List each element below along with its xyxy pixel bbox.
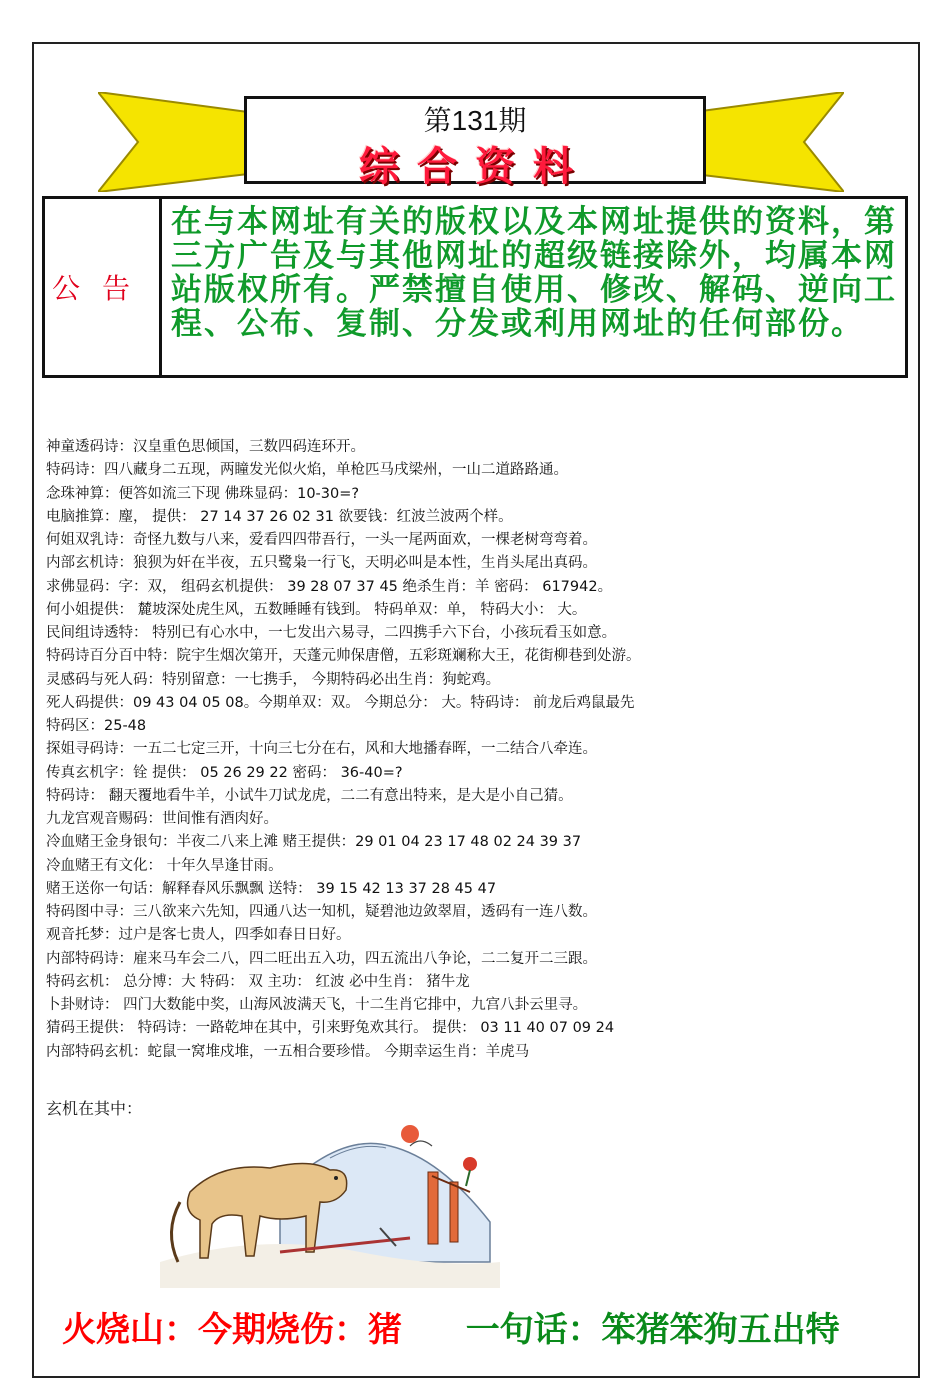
huoshaoshan-text: 火烧山：今期烧伤：猪	[62, 1310, 402, 1350]
list-item: 特码诗：四八藏身二五现，两瞳发光似火焰，单枪匹马戌梁州，一山二道路路通。	[46, 462, 568, 479]
list-item: 冷血赌王金身银句：半夜二八来上滩 赌王提供：29 01 04 23 17 48 02 24 39 37	[46, 834, 582, 851]
list-item: 求佛显码：字：双， 组码玄机提供： 39 28 07 37 45 绝杀生肖：羊 密码： 617942。	[46, 578, 613, 595]
notice-text: 在与本网址有关的版权以及本网址提供的资料，第三方广告及与其他网址的超级链接除外，均属本网站版权所有。严禁擅自使用、修改、解码、逆向工程、公布、复制、分发或利用网址的任何部份。	[171, 204, 897, 342]
list-item: 死人码提供：09 43 04 05 08。今期单双：双。 今期总分： 大。特码诗： 前龙后鸡鼠最先	[46, 694, 635, 711]
list-item: 赌王送你一句话：解释春风乐飘飘 送特： 39 15 42 13 37 28 45 47	[46, 880, 497, 897]
list-item: 灵感码与死人码：特别留意：一七携手， 今期特码必出生肖：狗蛇鸡。	[46, 671, 501, 688]
list-item: 观音托梦：过户是客七贵人，四季如春日日好。	[46, 927, 351, 944]
list-item: 九龙宫观音赐码：世间惟有酒肉好。	[46, 811, 278, 827]
list-item: 电脑推算：麈， 提供： 27 14 37 26 02 31 欲要钱：红波兰波两个样。	[46, 508, 513, 525]
list-item: 特码玄机： 总分博：大 特码： 双 主功： 红波 必中生肖： 猪牛龙	[46, 973, 470, 990]
list-item: 民间组诗透特： 特别已有心水中，一七发出六易寻，二四携手六下台，小孩玩看玉如意。	[46, 625, 617, 641]
list-item: 特码图中寻：三八欲来六先知，四通八达一知机，疑碧池边敛翠眉，透码有一连八数。	[46, 904, 597, 920]
issue-number: 第131期	[423, 105, 527, 136]
footer-banner	[62, 1302, 862, 1352]
yijuhua-text: 一句话：笨猪笨狗五出特	[465, 1310, 840, 1350]
list-item: 神童透码诗：汉皇重色思倾国，三数四码连环开。	[46, 439, 365, 455]
title-box	[244, 96, 706, 190]
page-title: 综合资料	[359, 143, 591, 190]
flower-icon	[463, 1157, 477, 1171]
list-item: 何小姐提供： 麓坡深处虎生风，五数睡睡有钱到。 特码单双：单， 特码大小： 大。	[46, 601, 587, 618]
notice-label: 公告	[45, 199, 162, 375]
list-item: 内部玄机诗：狼狈为奸在半夜，五只鹭枭一行飞，天明必叫是本性，生肖头尾出真码。	[46, 555, 597, 572]
list-item: 特码诗百分百中特：院宇生烟次第开，天蓬元帅保唐僧，五彩斑斓称大王，花街柳巷到处游。	[46, 648, 641, 665]
list-item: 内部特码玄机：蛇鼠一窝堆戍堆，一五相合要珍惜。 今期幸运生肖：羊虎马	[46, 1043, 530, 1060]
list-item: 传真玄机字：铨 提供： 05 26 29 22 密码： 36-40=?	[46, 764, 403, 781]
list-item: 何姐双乳诗：奇怪九数与八来，爱看四四带吾行，一头一尾两面欢，一棵老树弯弯着。	[46, 532, 597, 548]
ribbon-left-icon	[98, 92, 248, 192]
ribbon-right-icon	[694, 92, 844, 192]
list-item: 内部特码诗：雇来马车会二八，四二旺出五入功，四五流出八争论，二二复开二三跟。	[46, 950, 597, 967]
list-item: 冷血赌王有文化： 十年久旱逢甘雨。	[46, 857, 283, 874]
header-banner	[98, 92, 844, 192]
list-item: 特码区：25-48	[46, 718, 147, 734]
list-item: 念珠神算：便答如流三下现 佛珠显码：10-30=?	[46, 485, 360, 502]
list-item: 特码诗： 翻天覆地看牛羊，小试牛刀试龙虎，二二有意出特来，是大是小自己猜。	[46, 787, 573, 804]
riddle-caption: 玄机在其中：	[46, 1099, 143, 1118]
list-item: 探姐寻码诗：一五二七定三开，十向三七分在右，风和大地播春晖，一二结合八牵连。	[46, 741, 597, 758]
notice-box	[42, 196, 908, 378]
content-lines	[46, 436, 906, 1064]
cougar-trap-illustration	[160, 1112, 500, 1288]
list-item: 卜卦财诗： 四门大数能中奖，山海风波满天飞，十二生肖它排中，九宫八卦云里寻。	[46, 997, 588, 1013]
sun-icon	[401, 1125, 419, 1143]
list-item: 猜码王提供： 特码诗：一路乾坤在其中，引来野兔欢其行。 提供： 03 11 40 07 09 24	[46, 1020, 615, 1037]
